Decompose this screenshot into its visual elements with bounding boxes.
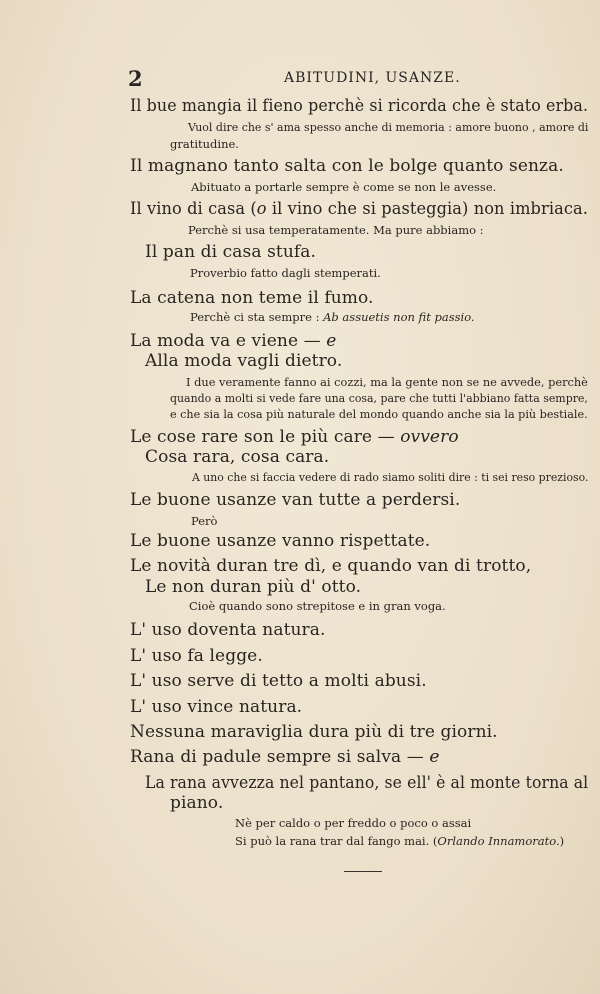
gloss-10: Cioè quando sono strepitose e in gran voga. (189, 599, 446, 613)
page-header (0, 66, 600, 90)
proverb-4: Il pan di casa stufa. (145, 242, 317, 262)
gloss-5: Perchè ci sta sempre : Ab assuetis non fit passio. (190, 310, 475, 324)
gloss-6-line-2: quando a molti si vede fare una cosa, pare che tutti l'abbiano fatta sempre, (170, 391, 588, 405)
proverb-3: Il vino di casa (o il vino che si pasteggia) non imbriaca. (130, 199, 588, 219)
proverb-10b: Le non duran più d' otto. (145, 577, 362, 597)
quote-line-2: Si può la rana trar dal fango mai. (Orlando Innamorato.) (235, 834, 565, 848)
running-title: ABITUDINI, USANZE. (284, 70, 461, 86)
end-rule (344, 871, 382, 872)
proverb-7b: Cosa rara, cosa cara. (145, 447, 330, 467)
proverb-13: L' uso serve di tetto a molti abusi. (130, 671, 427, 691)
proverb-10a: Le novità duran tre dì, e quando van di trotto, (130, 556, 532, 576)
gloss-6-line-1: I due veramente fanno ai cozzi, ma la gente non se ne avvede, perchè (186, 375, 588, 389)
quote-line-1: Nè per caldo o per freddo o poco o assai (235, 816, 472, 830)
proverb-11: L' uso doventa natura. (130, 620, 326, 640)
gloss-3: Perchè si usa temperatamente. Ma pure abbiamo : (188, 223, 484, 237)
gloss-8: Però (191, 514, 218, 528)
proverb-8: Le buone usanze van tutte a perdersi. (130, 490, 461, 510)
gloss-7: A uno che si faccia vedere di rado siamo soliti dire : ti sei reso prezioso. (192, 470, 589, 484)
proverb-7a: Le cose rare son le più care — ovvero (130, 427, 459, 447)
proverb-9: Le buone usanze vanno rispettate. (130, 531, 431, 551)
proverb-2: Il magnano tanto salta con le bolge quanto senza. (130, 156, 564, 176)
proverb-12: L' uso fa legge. (130, 646, 263, 666)
gloss-6-line-3: e che sia la cosa più naturale del mondo quando anche sia la più bestiale. (170, 407, 588, 421)
proverb-5: La catena non teme il fumo. (130, 288, 374, 308)
proverb-14: L' uso vince natura. (130, 697, 303, 717)
page-number: 2 (128, 66, 143, 91)
gloss-2: Abituato a portarle sempre è come se non le avesse. (191, 180, 497, 194)
proverb-15: Nessuna maraviglia dura più di tre giorni. (130, 722, 498, 742)
proverb-6a: La moda va e viene — e (130, 331, 337, 351)
proverb-16a: Rana di padule sempre si salva — e (130, 747, 440, 767)
gloss-1-line-2: gratitudine. (170, 137, 239, 151)
proverb-16b: La rana avvezza nel pantano, se ell' è al monte torna al (145, 773, 589, 793)
proverb-16c: piano. (170, 793, 224, 813)
gloss-1-line-1: Vuol dire che s' ama spesso anche di memoria : amore buono , amore di (188, 120, 589, 134)
proverb-6b: Alla moda vagli dietro. (145, 351, 343, 371)
proverb-1: Il bue mangia il fieno perchè si ricorda che è stato erba. (130, 96, 589, 116)
gloss-4: Proverbio fatto dagli stemperati. (190, 266, 381, 280)
